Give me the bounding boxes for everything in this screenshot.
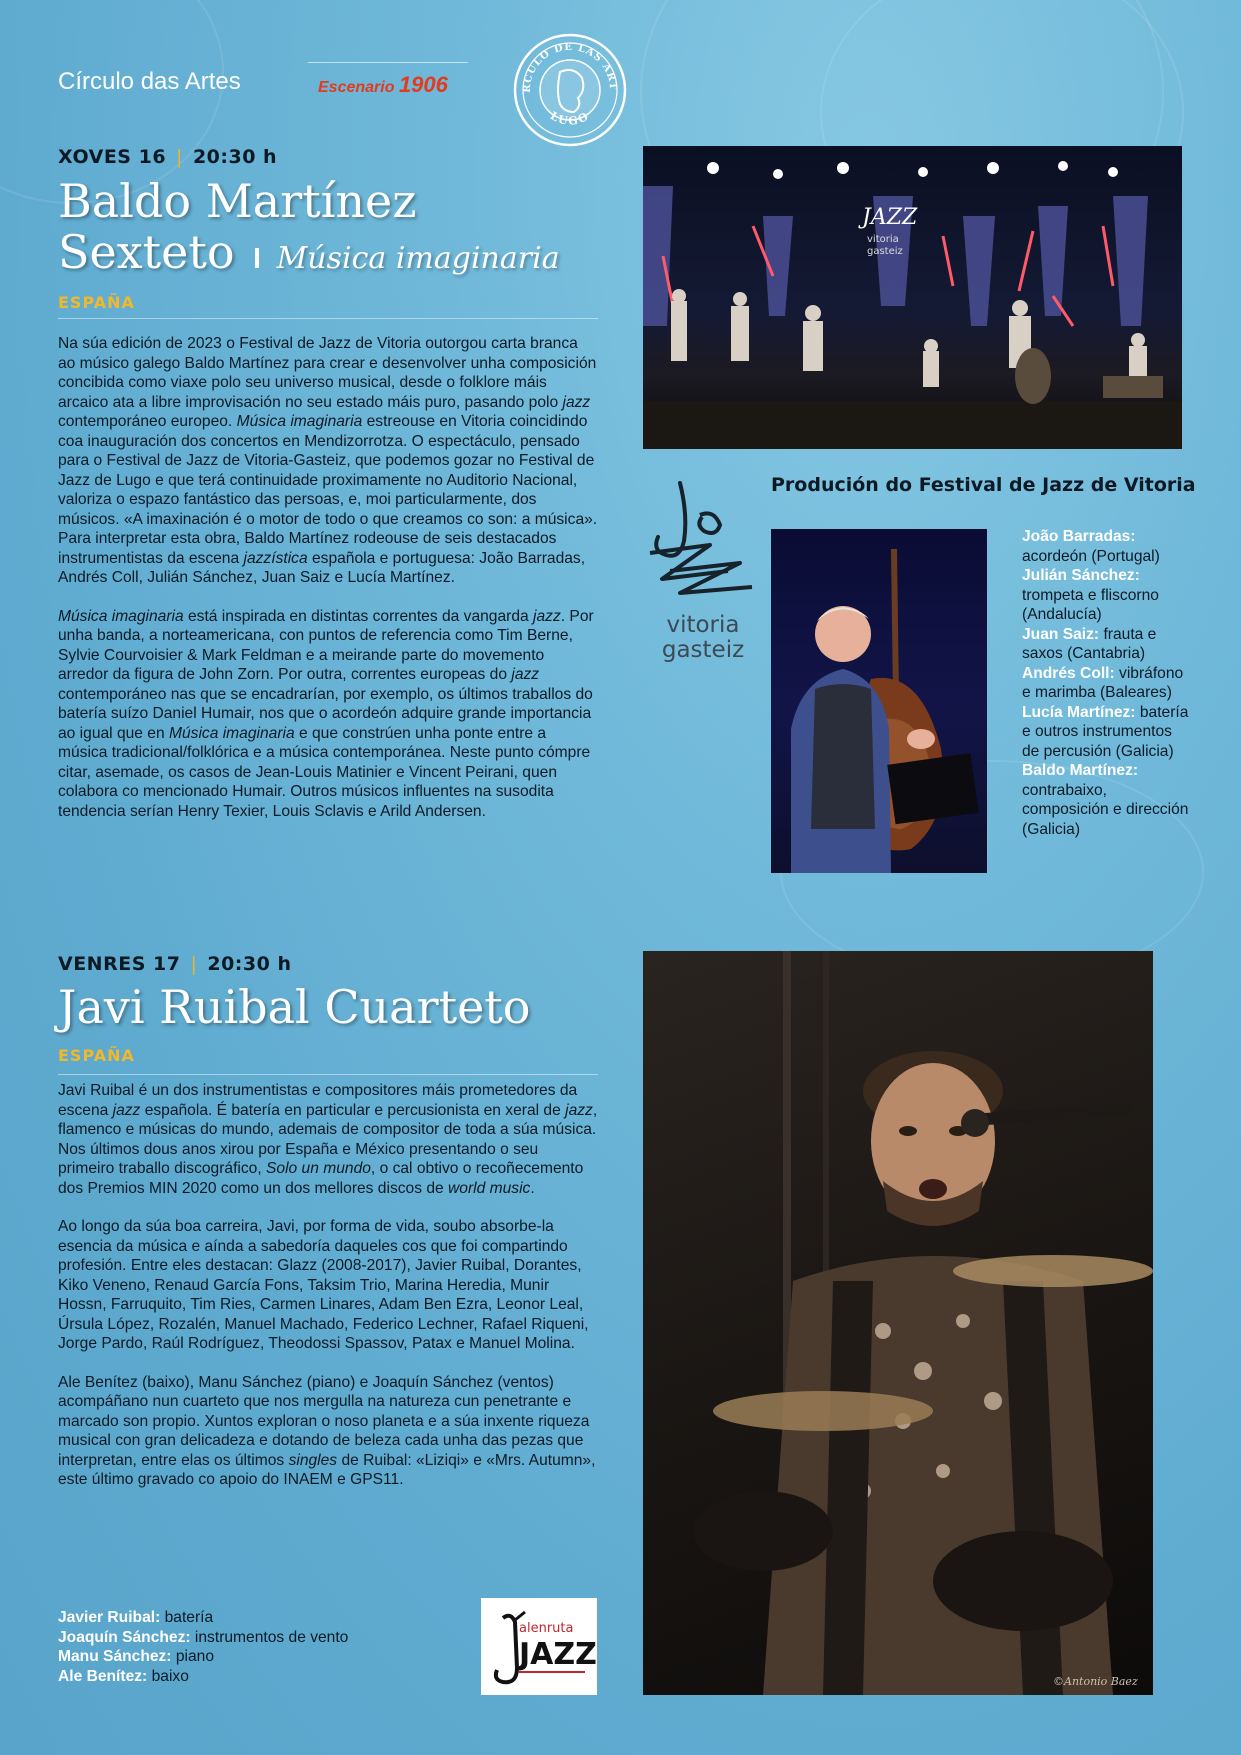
italic-text: jazz: [565, 1101, 593, 1119]
photo-credit: ©Antonio Baez: [1053, 1675, 1138, 1688]
event2-paragraph-1: [58, 1081, 598, 1198]
event1-title-line1: Baldo Martínez: [58, 174, 417, 228]
escenario-label: Escenario: [318, 79, 395, 96]
musician-name: João Barradas:: [1022, 528, 1136, 545]
musician-name: Ale Benítez:: [58, 1667, 148, 1685]
musician-credit: [58, 1667, 458, 1687]
event2-dateline: [58, 953, 291, 975]
italic-text: jazz: [533, 607, 561, 625]
musician-credit: [58, 1628, 458, 1648]
italic-text: Solo un mundo: [266, 1160, 371, 1177]
text-run: e que constrúen unha ponte entre a música tradicional/folklórica e a música contemporánea. Neste punto cómpre citar, asemade, os casos de Jean-Louis Matinier e Vincent Peirani, quen colabora co mencionado Humair. Outros músicos influentes na susodita tendencia serían Henry Texier, Louis Sclavis e Arild Andersen.: [58, 724, 591, 820]
musician-role: contrabaixo, composición e dirección (Galicia): [1022, 781, 1189, 838]
musician-role: piano: [175, 1648, 215, 1665]
circulo-seal-logo: [512, 32, 628, 148]
divider: [308, 62, 468, 63]
jazz-vitoria-gasteiz-logo: [640, 475, 760, 675]
text-run: contemporáneo europeo.: [58, 413, 237, 430]
javi-ruibal-photo: [643, 951, 1153, 1695]
musician-role: vibráfono e marimba (Baleares): [1022, 664, 1184, 701]
event2-description: [58, 1081, 598, 1509]
text-run: estreouse en Vitoria coincidindo coa inauguración dos concertos en Mendizorrotza. O espectáculo, pensado para o Festival de Jazz de Vitoria-Gasteiz, que podemos gozar no Festival de Jazz de Lugo e que terá continuidade proximamente no Auditorio Nacional, valoriza o espazo fantástico das persoas, e, moi particularmente, dos músicos. «A imaxinación é o motor de todo o que creamos co son: a música». Para interpretar esta obra, Baldo Martínez rodeouse de seis destacados instrumentistas da escena: [58, 413, 598, 567]
event1-title: [58, 176, 560, 277]
musician-credit: [1022, 761, 1192, 839]
text-run: Na súa edición de 2023 o Festival de Jazz de Vitoria outorgou carta branca ao músico galego Baldo Martínez para crear e desenvolver unha composición concibida como viaxe polo seu universo musical, desde o folklore máis arcaico ata a libre improvisación no seu estado máis puro, pasando polo: [58, 335, 597, 411]
musician-name: Julián Sánchez:: [1022, 567, 1140, 584]
italic-text: Música imaginaria: [236, 413, 363, 430]
svg-text:CIRCULO DE LAS ARTES: RCULO DE LAS ART: [521, 41, 619, 93]
svg-text:LUGO: LUGO: [547, 109, 593, 128]
alenruta-jazz-logo: [481, 1598, 597, 1695]
svg-text:JAZZ: JAZZ: [646, 487, 649, 488]
divider: [58, 318, 598, 319]
musician-credit: [1022, 527, 1192, 566]
italic-text: jazzística: [243, 549, 308, 567]
text-run: Ao longo da súa boa carreira, Javi, por forma de vida, soubo absorbe-la esencia da música e aínda a sabedoría daqueles cos que foi compartindo profesión. Entre eles destacan: Glazz (2008-2017), Javier Ruibal, Dorantes, Kiko Veneno, Renaud García Fons, Taksim Trio, Marina Heredia, Munir Hossn, Farruquito, Tim Ries, Carmen Linares, Adam Ben Ezra, Leonor Leal, Úrsula López, Rozalén, Manuel Machado, Federico Lechner, Rafael Riqueni, Jorge Pardo, Raúl Rodríguez, Theodossi Spassov, Patax e Manuel Molina.: [58, 1218, 589, 1352]
escenario-logo: [318, 72, 448, 98]
logo-gasteiz-text: gasteiz: [661, 637, 745, 663]
italic-text: Música imaginaria: [58, 607, 184, 625]
musician-role: baixo: [151, 1667, 189, 1685]
text-run: .: [530, 1179, 535, 1197]
musician-role: acordeón (Portugal): [1022, 547, 1160, 565]
musician-name: Lucía Martínez:: [1022, 703, 1136, 721]
svg-text:alenruta: alenruta: [519, 1621, 574, 1636]
text-run: española e portuguesa: João Barradas, Andrés Coll, Julián Sánchez, Juan Saiz e Lucía Martínez.: [58, 549, 586, 586]
event1-dateline: [58, 146, 277, 168]
event1-time: 20:30 h: [192, 146, 278, 168]
italic-text: world music: [448, 1179, 531, 1197]
musician-role: batería: [164, 1609, 214, 1626]
text-run: Javi Ruibal é un dos instrumentistas e compositores máis prometedores da escena: [58, 1082, 578, 1119]
event1-description: [58, 334, 598, 840]
musician-name: Manu Sánchez:: [58, 1648, 172, 1665]
divider: [58, 1074, 598, 1075]
musician-name: Joaquín Sánchez:: [58, 1628, 191, 1646]
svg-text:JAZZ: JAZZ: [862, 205, 918, 230]
event2-paragraph-2: [58, 1217, 598, 1354]
baldo-martinez-photo: [771, 529, 987, 873]
text-run: española. É batería en particular e percusionista en xeral de: [140, 1101, 566, 1119]
text-run: . Por unha banda, a norteamericana, con puntos de referencia como Tim Berne, Sylvie Courvoisier & Mark Feldman e a meirande parte do movemento arredor da figura de John Zorn. Por outra, correntes europeas do: [58, 607, 594, 683]
brand-title: Círculo das Artes: [58, 68, 241, 95]
event2-time: 20:30 h: [207, 953, 292, 975]
event2-musician-list: [58, 1608, 458, 1686]
musician-name: Andrés Coll:: [1022, 664, 1115, 682]
event2-title: Javi Ruibal Cuarteto: [58, 980, 531, 1034]
musician-role: batería e outros instrumentos de percusión (Galicia): [1022, 703, 1189, 760]
separator-bar: |: [190, 953, 198, 975]
musician-credit: [1022, 664, 1192, 703]
musician-role: instrumentos de vento: [194, 1628, 349, 1646]
separator-bar: [255, 248, 259, 268]
musician-credit: [1022, 566, 1192, 625]
text-run: de Ruibal: «Liziqi» e «Mrs. Autumn», este último gravado co apoio do INAEM e GPS11.: [58, 1451, 596, 1488]
event2-country: ESPAÑA: [58, 1046, 135, 1065]
italic-text: jazz: [562, 393, 591, 411]
event1-subtitle: Música imaginaria: [276, 240, 560, 276]
italic-text: jazz: [112, 1101, 141, 1119]
escenario-year: 1906: [398, 72, 448, 97]
musician-name: Juan Saiz:: [1022, 625, 1100, 643]
production-credit: Produción do Festival de Jazz de Vitoria: [771, 474, 1196, 496]
event1-paragraph-2: [58, 607, 598, 822]
event1-day: XOVES 16: [58, 146, 167, 168]
musician-credit: [58, 1647, 458, 1667]
sextet-stage-photo: [643, 146, 1182, 449]
musician-role: frauta e saxos (Cantabria): [1022, 625, 1157, 662]
text-run: , flamenco e músicas do mundo, ademais de compositor de toda a súa música. Nos últimos dous anos xirou por España e México presentando o seu primeiro traballo discográfico,: [58, 1101, 598, 1177]
event1-paragraph-1: [58, 334, 598, 588]
svg-text:vitoria: vitoria: [867, 234, 899, 245]
musician-credit: [1022, 703, 1192, 762]
italic-text: Música imaginaria: [168, 724, 295, 742]
logo-vitoria-text: vitoria: [666, 612, 740, 638]
musician-role: trompeta e fliscorno (Andalucía): [1022, 586, 1159, 623]
musician-credit: [58, 1608, 458, 1628]
italic-text: singles: [288, 1451, 338, 1469]
musician-name: Javier Ruibal:: [58, 1609, 161, 1626]
svg-text:JAZZ: JAZZ: [519, 1637, 597, 1672]
text-run: Ale Benítez (baixo), Manu Sánchez (piano) e Joaquín Sánchez (ventos) acompáñano nun cuarteto que nos mergulla na natureza cun penetrante e marcado son propio. Xuntos exploran o noso planeta e a súa inxente riqueza musical con gran delicadeza e dotando de beleza cada unha das pezas que interpretan, entre elas os últimos: [58, 1373, 590, 1469]
event1-title-line2: Sexteto: [58, 224, 235, 279]
svg-text:gasteiz: gasteiz: [867, 246, 903, 257]
musician-name: Baldo Martínez:: [1022, 762, 1139, 779]
event1-country: ESPAÑA: [58, 293, 135, 312]
event2-paragraph-3: [58, 1373, 598, 1490]
text-run: , o cal obtivo o recoñecemento dos Premios MIN 2020 como un dos mellores discos de: [58, 1160, 584, 1197]
event1-musician-list: [1022, 527, 1192, 839]
text-run: contemporáneo nas que se encadrarían, por exemplo, os últimos traballos do batería suízo Daniel Humair, nos que o acordeón adquire grande importancia ao igual que en: [58, 685, 593, 742]
separator-bar: |: [176, 146, 183, 168]
musician-credit: [1022, 625, 1192, 664]
text-run: está inspirada en distintas correntes da vangarda: [183, 607, 534, 625]
event2-day: VENRES 17: [58, 953, 181, 975]
italic-text: jazz: [511, 666, 540, 683]
